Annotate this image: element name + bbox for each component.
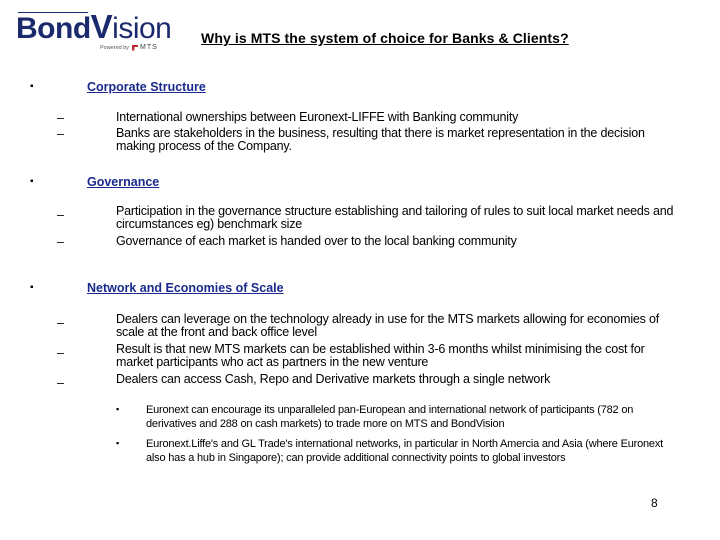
bondvision-logo (16, 10, 176, 56)
dash-marker: – (57, 208, 64, 222)
section-heading: Governance (87, 175, 160, 189)
square-bullet-icon: ▪ (116, 438, 120, 448)
dash-marker: – (57, 376, 64, 390)
square-bullet-icon: ▪ (30, 81, 34, 92)
item-text: Dealers can leverage on the technology already in use for the MTS markets allowing for economies of scale at the front and back office level (116, 312, 659, 339)
logo-wordmark (16, 10, 171, 46)
logo-ision: ision (112, 12, 172, 45)
item-text: Governance of each market is handed over to the local banking community (116, 234, 517, 248)
item-text: International ownerships between Euronext-LIFFE with Banking community (116, 110, 519, 124)
mts-text: MTS (140, 44, 158, 51)
page-title: Why is MTS the system of choice for Banks & Clients? (201, 30, 569, 46)
item-text: Dealers can access Cash, Repo and Derivative markets through a single network (116, 372, 551, 386)
item-text: Result is that new MTS markets can be established within 3-6 months whilst minimising the cost for market participants who act as partners in the new venture (116, 342, 645, 369)
square-bullet-icon: ▪ (30, 176, 34, 187)
section-heading: Network and Economies of Scale (87, 281, 284, 295)
item-text: Participation in the governance structure establishing and tailoring of rules to suit local market needs and circumstances eg) benchmark size (116, 204, 674, 231)
square-bullet-icon: ▪ (116, 404, 120, 414)
logo-v: V (90, 8, 113, 45)
logo-bond: Bond (16, 12, 91, 45)
dash-marker: – (57, 346, 64, 360)
square-bullet-icon: ▪ (30, 282, 34, 293)
logo-powered-by (100, 44, 158, 51)
dash-marker: – (57, 235, 64, 249)
item-text: Banks are stakeholders in the business, resulting that there is market representation in the decision making process of the Company. (116, 126, 645, 153)
powered-by-text: Powered by (100, 45, 130, 51)
page-number: 8 (651, 496, 658, 510)
sub-item-text: Euronext can encourage its unparalleled pan-European and international network of participants (782 on derivatives and 288 on cash markets) to trade more on MTS and BondVision (146, 404, 634, 430)
mts-flag-icon (132, 45, 138, 51)
dash-marker: – (57, 127, 64, 141)
sub-item-text: Euronext.Liffe's and GL Trade's international networks, in particular in North Amercia and Asia (where Euronext also has a hub in Singapore); can provide additional connectivity points to global investors (146, 438, 664, 464)
section-heading: Corporate Structure (87, 80, 206, 94)
dash-marker: – (57, 111, 64, 125)
dash-marker: – (57, 316, 64, 330)
